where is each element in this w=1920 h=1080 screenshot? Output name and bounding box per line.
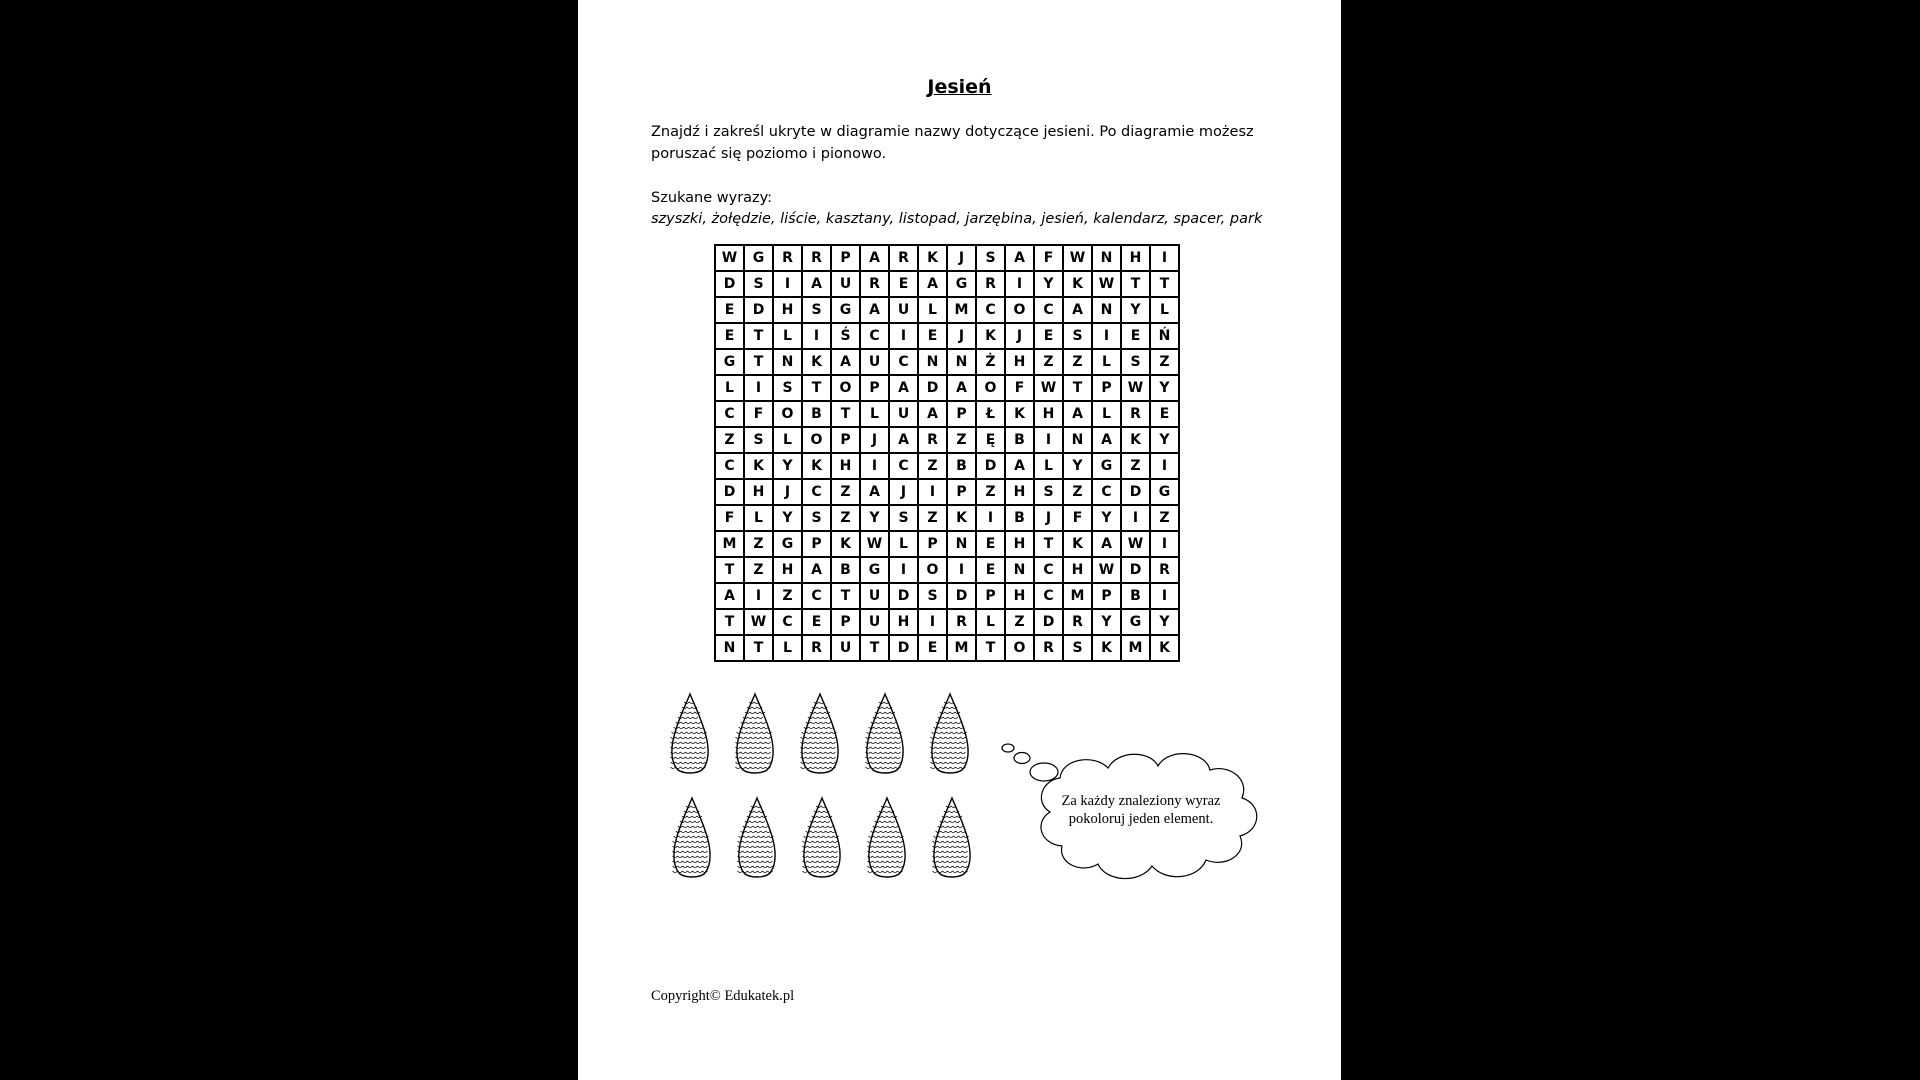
grid-row (715, 323, 1179, 349)
grid-cell[interactable]: Z (1063, 479, 1092, 505)
grid-cell[interactable]: T (1150, 271, 1179, 297)
grid-cell[interactable]: S (1063, 635, 1092, 661)
grid-cell[interactable]: E (918, 635, 947, 661)
grid-cell[interactable]: C (889, 453, 918, 479)
grid-cell[interactable]: U (831, 635, 860, 661)
grid-cell[interactable]: L (773, 323, 802, 349)
grid-cell[interactable]: P (831, 245, 860, 271)
grid-cell[interactable]: N (1092, 245, 1121, 271)
grid-cell[interactable]: F (1005, 375, 1034, 401)
grid-cell[interactable]: I (744, 375, 773, 401)
grid-cell[interactable]: L (1092, 349, 1121, 375)
grid-cell[interactable]: T (715, 609, 744, 635)
grid-cell[interactable]: K (1063, 531, 1092, 557)
page-title: Jesień (927, 76, 992, 98)
grid-cell[interactable]: Y (1121, 297, 1150, 323)
grid-cell[interactable]: A (860, 245, 889, 271)
grid-cell[interactable]: Z (744, 557, 773, 583)
grid-cell[interactable]: K (831, 531, 860, 557)
grid-cell[interactable]: A (860, 297, 889, 323)
grid-cell[interactable]: T (744, 635, 773, 661)
grid-cell[interactable]: O (802, 427, 831, 453)
grid-cell[interactable]: N (947, 349, 976, 375)
grid-cell[interactable]: C (860, 323, 889, 349)
grid-cell[interactable]: Z (947, 427, 976, 453)
grid-cell[interactable]: Y (773, 505, 802, 531)
grid-row (715, 453, 1179, 479)
grid-cell[interactable]: D (1121, 557, 1150, 583)
grid-cell[interactable]: R (976, 271, 1005, 297)
grid-cell[interactable]: I (918, 609, 947, 635)
grid-cell[interactable]: I (802, 323, 831, 349)
grid-cell[interactable]: O (773, 401, 802, 427)
grid-cell[interactable]: L (1092, 401, 1121, 427)
grid-cell[interactable]: N (773, 349, 802, 375)
grid-cell[interactable]: S (1034, 479, 1063, 505)
grid-row (715, 531, 1179, 557)
grid-cell[interactable]: R (773, 245, 802, 271)
grid-cell[interactable]: Y (1150, 609, 1179, 635)
grid-cell[interactable]: Z (744, 531, 773, 557)
grid-cell[interactable]: T (715, 557, 744, 583)
grid-cell[interactable]: S (802, 297, 831, 323)
grid-cell[interactable]: T (1034, 531, 1063, 557)
grid-cell[interactable]: K (1005, 401, 1034, 427)
grid-cell[interactable]: B (947, 453, 976, 479)
grid-cell[interactable]: J (889, 479, 918, 505)
grid-cell[interactable]: I (1005, 271, 1034, 297)
grid-cell[interactable]: E (1034, 323, 1063, 349)
grid-row (715, 427, 1179, 453)
grid-cell[interactable]: L (976, 609, 1005, 635)
grid-cell[interactable]: L (1150, 297, 1179, 323)
grid-cell[interactable]: G (947, 271, 976, 297)
instructions-text: Znajdź i zakreśl ukryte w diagramie nazwy dotyczące jesieni. Po diagramie możesz poruszać się poziomo i pionowo. (651, 124, 1254, 162)
grid-cell[interactable]: L (1034, 453, 1063, 479)
grid-cell[interactable]: Y (860, 505, 889, 531)
grid-row (715, 505, 1179, 531)
pine-cone-icon (668, 692, 712, 776)
grid-cell[interactable]: F (1063, 505, 1092, 531)
grid-cell[interactable]: A (802, 271, 831, 297)
grid-cell[interactable]: N (947, 531, 976, 557)
grid-cell[interactable]: Z (1063, 349, 1092, 375)
grid-cell[interactable]: Ę (976, 427, 1005, 453)
grid-cell[interactable]: I (1121, 505, 1150, 531)
grid-cell[interactable]: L (744, 505, 773, 531)
grid-cell[interactable]: Z (831, 505, 860, 531)
grid-cell[interactable]: H (1005, 531, 1034, 557)
grid-cell[interactable]: H (1005, 349, 1034, 375)
grid-row (715, 635, 1179, 661)
grid-cell[interactable]: U (860, 583, 889, 609)
grid-cell[interactable]: S (802, 505, 831, 531)
grid-cell[interactable]: D (1034, 609, 1063, 635)
pine-cone-icon (930, 796, 974, 880)
grid-cell[interactable]: I (889, 323, 918, 349)
grid-cell[interactable]: R (889, 245, 918, 271)
grid-cell[interactable]: S (773, 375, 802, 401)
grid-cell[interactable]: A (802, 557, 831, 583)
grid-cell[interactable]: U (831, 271, 860, 297)
pine-cone-icon (800, 796, 844, 880)
grid-cell[interactable]: D (889, 583, 918, 609)
grid-cell[interactable]: C (715, 453, 744, 479)
grid-cell[interactable]: H (831, 453, 860, 479)
grid-cell[interactable]: I (860, 453, 889, 479)
grid-cell[interactable]: J (1005, 323, 1034, 349)
grid-cell[interactable]: A (1092, 427, 1121, 453)
grid-cell[interactable]: I (1150, 453, 1179, 479)
grid-cell[interactable]: O (976, 375, 1005, 401)
grid-cell[interactable]: R (1063, 609, 1092, 635)
grid-row (715, 583, 1179, 609)
grid-cell[interactable]: E (715, 323, 744, 349)
grid-cell[interactable]: L (860, 401, 889, 427)
grid-row (715, 479, 1179, 505)
grid-cell[interactable]: P (860, 375, 889, 401)
grid-cell[interactable]: T (976, 635, 1005, 661)
grid-cell[interactable]: W (1092, 557, 1121, 583)
grid-cell[interactable]: N (918, 349, 947, 375)
grid-cell[interactable]: P (976, 583, 1005, 609)
grid-cell[interactable]: L (773, 635, 802, 661)
grid-cell[interactable]: P (947, 401, 976, 427)
grid-cell[interactable]: E (889, 271, 918, 297)
grid-cell[interactable]: I (976, 505, 1005, 531)
grid-cell[interactable]: U (889, 401, 918, 427)
grid-row (715, 271, 1179, 297)
grid-cell[interactable]: L (889, 531, 918, 557)
grid-cell[interactable]: C (889, 349, 918, 375)
grid-cell[interactable]: G (1150, 479, 1179, 505)
grid-cell[interactable]: W (860, 531, 889, 557)
grid-cell[interactable]: S (744, 271, 773, 297)
grid-cell[interactable]: Z (918, 505, 947, 531)
grid-cell[interactable]: A (918, 271, 947, 297)
grid-cell[interactable]: P (947, 479, 976, 505)
grid-cell[interactable]: K (947, 505, 976, 531)
grid-cell[interactable]: R (918, 427, 947, 453)
grid-cell[interactable]: J (860, 427, 889, 453)
grid-cell[interactable]: I (744, 583, 773, 609)
grid-cell[interactable]: R (1034, 635, 1063, 661)
grid-cell[interactable]: E (918, 323, 947, 349)
grid-cell[interactable]: C (1034, 297, 1063, 323)
grid-cell[interactable]: M (947, 297, 976, 323)
words-heading: Szukane wyrazy: (651, 190, 773, 206)
pine-cone-icon (865, 796, 909, 880)
grid-cell[interactable]: R (1150, 557, 1179, 583)
grid-cell[interactable]: N (1063, 427, 1092, 453)
grid-cell[interactable]: W (1121, 375, 1150, 401)
grid-cell[interactable]: F (744, 401, 773, 427)
grid-cell[interactable]: T (860, 635, 889, 661)
grid-cell[interactable]: H (744, 479, 773, 505)
grid-cell[interactable]: Z (1150, 505, 1179, 531)
grid-cell[interactable]: B (1005, 505, 1034, 531)
grid-cell[interactable]: E (802, 609, 831, 635)
grid-cell[interactable]: Ż (976, 349, 1005, 375)
grid-cell[interactable]: T (1121, 271, 1150, 297)
grid-cell[interactable]: Ń (1150, 323, 1179, 349)
grid-cell[interactable]: G (744, 245, 773, 271)
grid-cell[interactable]: D (715, 479, 744, 505)
grid-cell[interactable]: G (715, 349, 744, 375)
grid-cell[interactable]: P (802, 531, 831, 557)
grid-cell[interactable]: U (889, 297, 918, 323)
grid-cell[interactable]: N (1092, 297, 1121, 323)
grid-row (715, 401, 1179, 427)
grid-cell[interactable]: P (831, 427, 860, 453)
grid-cell[interactable]: K (976, 323, 1005, 349)
pine-cone-icon (928, 692, 972, 776)
grid-cell[interactable]: U (860, 609, 889, 635)
grid-cell[interactable]: H (1121, 245, 1150, 271)
grid-cell[interactable]: A (1092, 531, 1121, 557)
grid-cell[interactable]: C (773, 609, 802, 635)
grid-cell[interactable]: H (773, 557, 802, 583)
grid-cell[interactable]: C (802, 479, 831, 505)
grid-cell[interactable]: R (1121, 401, 1150, 427)
grid-cell[interactable]: J (947, 323, 976, 349)
grid-cell[interactable]: D (976, 453, 1005, 479)
grid-cell[interactable]: T (831, 401, 860, 427)
grid-cell[interactable]: N (715, 635, 744, 661)
grid-cell[interactable]: H (1063, 557, 1092, 583)
grid-cell[interactable]: Z (976, 479, 1005, 505)
grid-cell[interactable]: E (715, 297, 744, 323)
grid-cell[interactable]: T (1063, 375, 1092, 401)
grid-cell[interactable]: Z (1005, 609, 1034, 635)
pine-cone-icon (798, 692, 842, 776)
grid-cell[interactable]: C (1092, 479, 1121, 505)
grid-cell[interactable]: M (1063, 583, 1092, 609)
grid-row (715, 245, 1179, 271)
grid-cell[interactable]: I (1150, 245, 1179, 271)
grid-cell[interactable]: I (1150, 583, 1179, 609)
grid-cell[interactable]: T (744, 323, 773, 349)
grid-cell[interactable]: A (947, 375, 976, 401)
pine-cone-icon (863, 692, 907, 776)
grid-cell[interactable]: H (889, 609, 918, 635)
grid-cell[interactable]: W (1121, 531, 1150, 557)
grid-cell[interactable]: Ł (976, 401, 1005, 427)
grid-cell[interactable]: A (860, 479, 889, 505)
grid-cell[interactable]: D (1121, 479, 1150, 505)
grid-cell[interactable]: S (1121, 349, 1150, 375)
grid-cell[interactable]: O (831, 375, 860, 401)
grid-row (715, 349, 1179, 375)
grid-cell[interactable]: M (1121, 635, 1150, 661)
grid-cell[interactable]: M (715, 531, 744, 557)
grid-cell[interactable]: Z (918, 453, 947, 479)
grid-cell[interactable]: K (918, 245, 947, 271)
grid-cell[interactable]: W (1063, 245, 1092, 271)
grid-cell[interactable]: O (1005, 297, 1034, 323)
grid-cell[interactable]: K (1063, 271, 1092, 297)
grid-cell[interactable]: E (1121, 323, 1150, 349)
grid-cell[interactable]: T (802, 375, 831, 401)
grid-cell[interactable]: B (1005, 427, 1034, 453)
grid-cell[interactable]: H (773, 297, 802, 323)
grid-cell[interactable]: Z (831, 479, 860, 505)
grid-cell[interactable]: A (1063, 297, 1092, 323)
grid-cell[interactable]: G (860, 557, 889, 583)
grid-cell[interactable]: J (773, 479, 802, 505)
grid-row (715, 375, 1179, 401)
grid-cell[interactable]: K (1121, 427, 1150, 453)
grid-cell[interactable]: C (802, 583, 831, 609)
grid-cell[interactable]: A (1005, 245, 1034, 271)
grid-cell[interactable]: A (831, 349, 860, 375)
grid-cell[interactable]: E (976, 531, 1005, 557)
pine-cone-icon (735, 796, 779, 880)
grid-cell[interactable]: W (1092, 271, 1121, 297)
grid-cell[interactable]: C (976, 297, 1005, 323)
grid-cell[interactable]: I (889, 557, 918, 583)
grid-cell[interactable]: L (715, 375, 744, 401)
grid-cell[interactable]: Y (1092, 505, 1121, 531)
grid-cell[interactable]: P (831, 609, 860, 635)
grid-cell[interactable]: C (1034, 583, 1063, 609)
grid-cell[interactable]: S (918, 583, 947, 609)
grid-cell[interactable]: M (947, 635, 976, 661)
grid-cell[interactable]: H (1005, 479, 1034, 505)
grid-cell[interactable]: D (744, 297, 773, 323)
grid-cell[interactable]: C (715, 401, 744, 427)
grid-cell[interactable]: Z (1034, 349, 1063, 375)
grid-cell[interactable]: R (802, 245, 831, 271)
grid-cell[interactable]: Y (1150, 375, 1179, 401)
grid-cell[interactable]: L (773, 427, 802, 453)
grid-cell[interactable]: A (918, 401, 947, 427)
grid-cell[interactable]: Y (1150, 427, 1179, 453)
grid-cell[interactable]: W (744, 609, 773, 635)
grid-cell[interactable]: D (715, 271, 744, 297)
grid-cell[interactable]: S (1063, 323, 1092, 349)
grid-cell[interactable]: C (1034, 557, 1063, 583)
grid-cell[interactable]: A (1005, 453, 1034, 479)
grid-cell[interactable]: G (773, 531, 802, 557)
grid-cell[interactable]: Y (1063, 453, 1092, 479)
grid-cell[interactable]: Ś (831, 323, 860, 349)
grid-cell[interactable]: I (1092, 323, 1121, 349)
grid-cell[interactable]: B (802, 401, 831, 427)
grid-cell[interactable]: L (918, 297, 947, 323)
grid-cell[interactable]: A (889, 427, 918, 453)
grid-row (715, 297, 1179, 323)
grid-cell[interactable]: R (860, 271, 889, 297)
grid-row (715, 609, 1179, 635)
grid-cell[interactable]: B (831, 557, 860, 583)
grid-cell[interactable]: P (1092, 583, 1121, 609)
grid-cell[interactable]: H (1034, 401, 1063, 427)
grid-cell[interactable]: S (889, 505, 918, 531)
grid-cell[interactable]: O (1005, 635, 1034, 661)
grid-cell[interactable]: A (715, 583, 744, 609)
pine-cones-group (668, 692, 998, 892)
grid-cell[interactable]: K (744, 453, 773, 479)
word-search-grid (714, 244, 1180, 662)
grid-cell[interactable]: W (1034, 375, 1063, 401)
grid-cell[interactable]: A (889, 375, 918, 401)
grid-cell[interactable]: K (802, 453, 831, 479)
grid-cell[interactable]: B (1121, 583, 1150, 609)
grid-cell[interactable]: D (918, 375, 947, 401)
grid-cell[interactable]: E (976, 557, 1005, 583)
copyright-text: Copyright© Edukatek.pl (651, 988, 795, 1004)
grid-cell[interactable]: F (1034, 245, 1063, 271)
grid-cell[interactable]: I (773, 271, 802, 297)
grid-cell[interactable]: J (1034, 505, 1063, 531)
grid-cell[interactable]: I (1150, 531, 1179, 557)
grid-cell[interactable]: G (831, 297, 860, 323)
grid-cell[interactable]: Y (773, 453, 802, 479)
grid-cell[interactable]: D (947, 583, 976, 609)
grid-cell[interactable]: F (715, 505, 744, 531)
grid-cell[interactable]: R (947, 609, 976, 635)
grid-cell[interactable]: Y (1034, 271, 1063, 297)
grid-cell[interactable]: Y (1092, 609, 1121, 635)
grid-cell[interactable]: S (744, 427, 773, 453)
grid-cell[interactable]: Z (715, 427, 744, 453)
grid-cell[interactable]: E (1150, 401, 1179, 427)
grid-cell[interactable]: I (1034, 427, 1063, 453)
grid-cell[interactable]: J (947, 245, 976, 271)
grid-cell[interactable]: A (1063, 401, 1092, 427)
grid-cell[interactable]: I (918, 479, 947, 505)
grid-cell[interactable]: Z (773, 583, 802, 609)
grid-cell[interactable]: Z (1150, 349, 1179, 375)
grid-cell[interactable]: H (1005, 583, 1034, 609)
grid-cell[interactable]: R (802, 635, 831, 661)
grid-cell[interactable]: D (889, 635, 918, 661)
grid-cell[interactable]: O (918, 557, 947, 583)
pine-cone-icon (670, 796, 714, 880)
grid-cell[interactable]: N (1005, 557, 1034, 583)
grid-cell[interactable]: G (1121, 609, 1150, 635)
grid-cell[interactable]: K (1150, 635, 1179, 661)
grid-cell[interactable]: T (831, 583, 860, 609)
grid-cell[interactable]: U (860, 349, 889, 375)
grid-cell[interactable]: Z (1121, 453, 1150, 479)
grid-cell[interactable]: K (1092, 635, 1121, 661)
grid-cell[interactable]: P (918, 531, 947, 557)
grid-cell[interactable]: G (1092, 453, 1121, 479)
pine-cone-icon (733, 692, 777, 776)
grid-cell[interactable]: P (1092, 375, 1121, 401)
worksheet-page (578, 0, 1341, 1080)
grid-cell[interactable]: W (715, 245, 744, 271)
words-list: szyszki, żołędzie, liście, kasztany, listopad, jarzębina, jesień, kalendarz, spacer, park (651, 211, 1263, 227)
grid-cell[interactable]: S (976, 245, 1005, 271)
cloud-text: Za każdy znaleziony wyraz pokoloruj jeden element. (1061, 793, 1221, 827)
grid-cell[interactable]: I (947, 557, 976, 583)
grid-row (715, 557, 1179, 583)
grid-cell[interactable]: T (744, 349, 773, 375)
grid-cell[interactable]: K (802, 349, 831, 375)
